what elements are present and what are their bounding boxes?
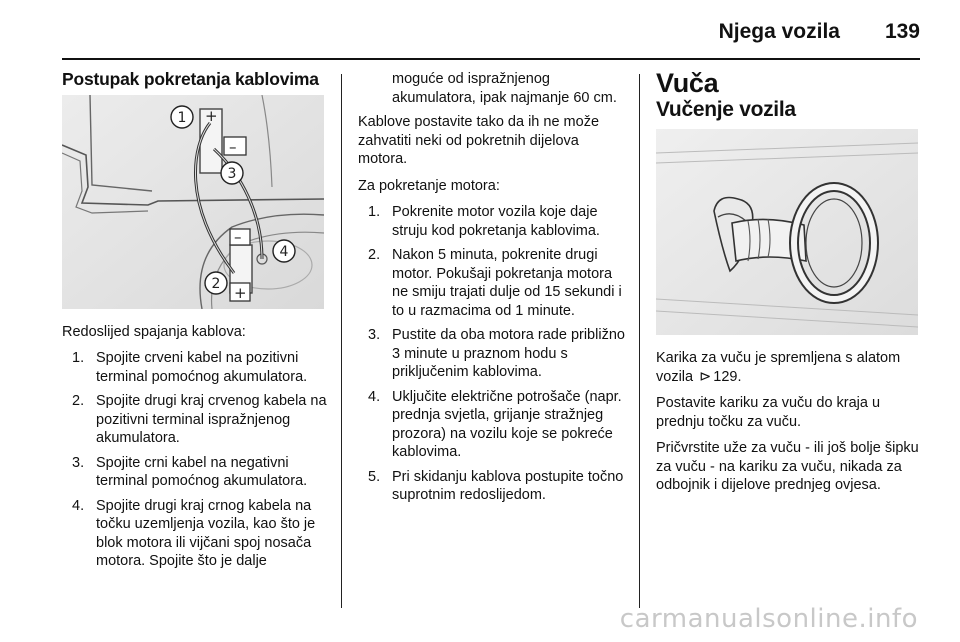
header-rule (62, 58, 920, 60)
svg-text:1: 1 (177, 109, 187, 126)
start-steps (358, 203, 626, 505)
left-column (62, 70, 330, 577)
minus-sign: – (229, 137, 237, 156)
connection-order-intro: Redoslijed spajanja kablova: (62, 323, 246, 340)
towing-vehicle-heading: Vučenje vozila (656, 97, 796, 121)
list-item: 3. Pustite da oba motora rade približno 3 minute u praznom hodu s priključenim kablovima. (368, 327, 625, 380)
callout-3 (221, 162, 243, 184)
column-divider (341, 74, 342, 608)
middle-column (358, 70, 626, 511)
list-item: 1. Spojite crveni kabel na pozitivni terminal pomoćnog akumulatora. (72, 350, 308, 385)
svg-text:2: 2 (211, 275, 221, 292)
jump-start-heading: Postupak pokretanja kablovima (62, 69, 319, 89)
list-item: 5. Pri skidanju kablova postupite točno suprotnim redoslijedom. (368, 468, 624, 503)
cable-routing-note: Kablove postavite tako da ih ne može zahvatiti neki od pokretnih dijelova motora. (358, 114, 600, 167)
list-item: 2. Spojite drugi kraj crvenog kabela na pozitivni terminal ispražnjenog akumulatora. (72, 393, 327, 446)
step-4-continuation: moguće od ispražnjenog akumulatora, ipak najmanje 60 cm. (392, 71, 617, 106)
callout-2 (205, 272, 227, 294)
towing-eye-illustration (656, 129, 918, 335)
page-header (62, 14, 920, 60)
towing-heading: Vuča (656, 68, 719, 98)
plus-sign: + (205, 106, 218, 125)
connection-steps (62, 349, 330, 571)
minus-sign: – (234, 227, 242, 246)
page-reference: 129. (713, 368, 742, 385)
list-item: 4. Uključite električne potrošače (napr. prednja svjetla, grijanje stražnjeg prozora) na vozilu koje se pokreće kablovima. (368, 388, 622, 460)
section-title: Njega vozila (718, 20, 840, 43)
towing-eye-mount: Postavite kariku za vuču do kraja u prednju točku za vuču. (656, 395, 881, 430)
watermark: carmanualsonline.info (619, 604, 918, 634)
svg-text:3: 3 (227, 165, 237, 182)
right-column (656, 70, 924, 503)
list-item: 1. Pokrenite motor vozila koje daje struju kod pokretanja kablovima. (368, 204, 600, 239)
tow-rope-instruction: Pričvrstite uže za vuču - ili još bolje šipku za vuču - na kariku za vuču, nikada za odbojnik i dijelove prednjeg ovjesa. (656, 440, 919, 493)
jump-start-illustration (62, 95, 324, 309)
column-divider (639, 74, 640, 608)
plus-sign: + (234, 283, 247, 302)
callout-1 (171, 106, 193, 128)
page-reference-icon: ⊳ (699, 368, 712, 385)
towing-eye-location: Karika za vuču je spremljena s alatom vozila ⊳ 129. (656, 350, 901, 385)
svg-text:4: 4 (279, 243, 289, 260)
list-item: 3. Spojite crni kabel na negativni terminal pomoćnog akumulatora. (72, 454, 308, 489)
list-item: 4. Spojite drugi kraj crnog kabela na točku uzemljenja vozila, kao što je blok motora ili vijčani spoj nosača motora. Spojite što je dalje (72, 497, 316, 569)
start-engine-intro: Za pokretanje motora: (358, 177, 500, 194)
callout-4 (273, 240, 295, 262)
list-item: 2. Nakon 5 minuta, pokrenite drugi motor. Pokušaji pokretanja motora ne smiju trajati dulje od 15 sekundi i to u razmacima od 1 minute. (368, 247, 622, 319)
page-number: 139 (884, 20, 920, 43)
